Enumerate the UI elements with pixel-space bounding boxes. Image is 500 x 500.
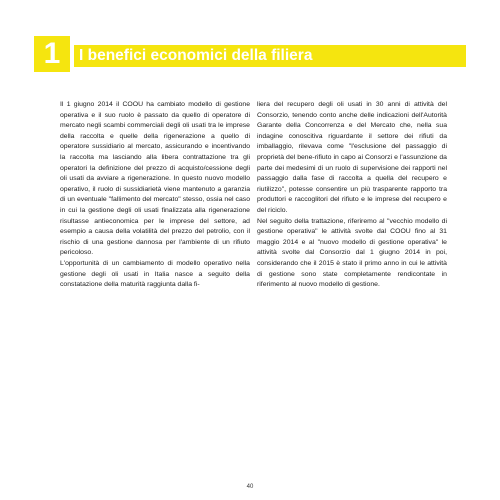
paragraph: liera del recupero degli oli usati in 30 anni di attività del Consorzio, tenendo conto anche delle indicazioni dell'Autorità Garante della Concorrenza e del Mercato che, nella sua indagine conoscitiva riguardante il settore dei rifiuti da imballaggio, rilevava come "l'esclusione del passaggio di proprietà del bene-rifiuto in capo ai Consorzi e l'assunzione da parte dei medesimi di un ruolo di supervisione dei rapporti nel passaggio dalla fase di raccolta a quella del recupero e riutilizzo", potesse consentire un più trasparente rapporto tra produttori e raccoglitori del rifiuto e le imprese del recupero e del riciclo. — [257, 101, 447, 214]
chapter-title: I benefici economici della filiera — [79, 47, 313, 64]
right-column — [257, 100, 447, 291]
chapter-title-bar — [74, 45, 466, 67]
page-number: 40 — [246, 484, 254, 490]
paragraph: L'opportunità di un cambiamento di modello operativo nella gestione degli oli usati in Italia nasce a seguito della constatazione della maturità raggiunta dalla fi- — [60, 259, 250, 289]
left-column — [60, 100, 250, 291]
chapter-number: 1 — [43, 37, 61, 70]
paragraph: Il 1 giugno 2014 il COOU ha cambiato modello di gestione operativa e il suo ruolo è passato da quello di operatore di mercato negli scambi commerciali degli oli usati tra le imprese della raccolta e quelle della rigenerazione a quello di operatore sussidiario al mercato, assicurando e incentivando la raccolta ma lasciando alla libera contrattazione tra gli operatori la definizione del prezzo di acquisto/cessione degli oli usati da avviare a rigenerazione. In questo nuovo modello operativo, il ruolo di sussidiarietà viene mantenuto a garanzia di un eventuale "fallimento del mercato" stesso, ossia nel caso in cui la gestione degli oli usati finalizzata alla rigenerazione risultasse antieconomica per le imprese del settore, ad esempio a causa della volatilità del prezzo del petrolio, con il rischio di una gestione dannosa per l'ambiente di un rifiuto pericoloso. — [60, 101, 250, 257]
paragraph: Nel seguito della trattazione, riferiremo al "vecchio modello di gestione operativa" le attività svolte dal COOU fino al 31 maggio 2014 e al "nuovo modello di gestione operativa" le attività svolte dal Consorzio dal 1 giugno 2014 in poi, considerando che il 2015 è stato il primo anno in cui le attività di gestione sono state completamente rendicontate in riferimento al nuovo modello di gestione. — [257, 217, 447, 289]
chapter-number-box — [34, 36, 70, 72]
